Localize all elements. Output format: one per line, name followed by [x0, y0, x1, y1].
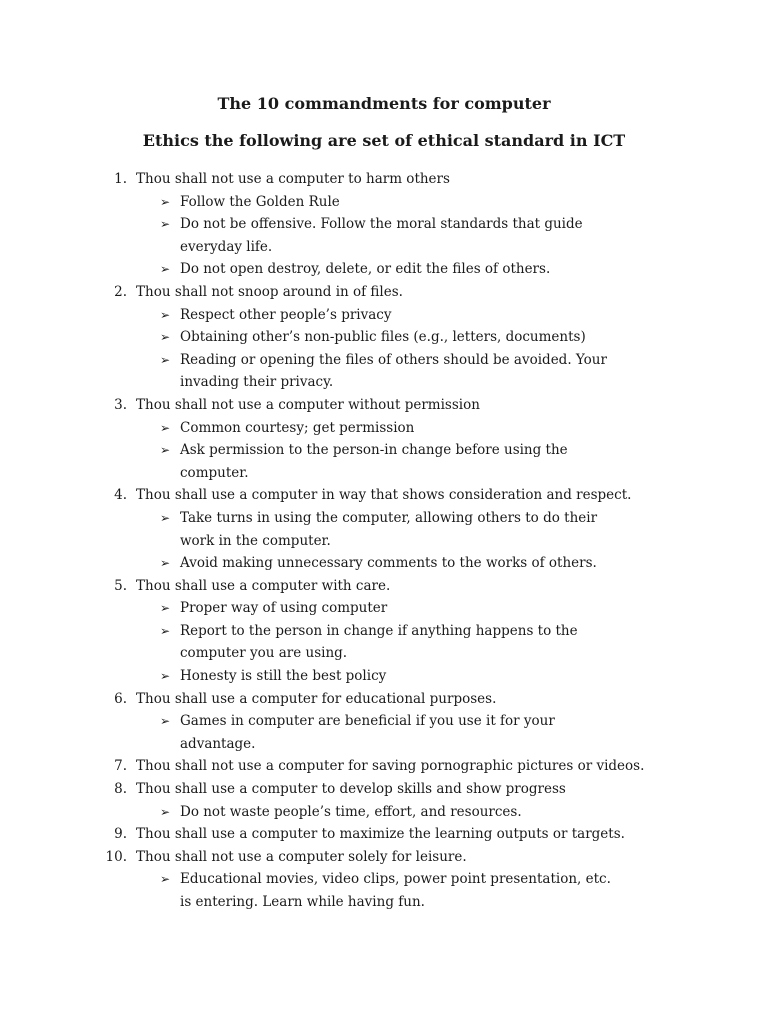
commandment-text: Thou shall not use a computer to harm others [136, 171, 450, 187]
commandment-text: Thou shall not use a computer solely for leisure. [136, 848, 467, 865]
commandment-item [0, 778, 768, 823]
bullet-text: Take turns in using the computer, allowing others to do their work in the computer. [180, 509, 598, 549]
commandment-text: Thou shall use a computer for educational purposes. [136, 690, 497, 707]
bullet-item [136, 304, 688, 327]
bullet-text: Do not be offensive. Follow the moral standards that guide everyday life. [180, 216, 583, 255]
arrow-bullet-icon: ➢ [160, 307, 171, 322]
arrow-bullet-icon: ➢ [160, 872, 171, 887]
commandment-text: Thou shall not snoop around in of files. [136, 283, 403, 300]
bullet-item [136, 801, 688, 824]
arrow-bullet-icon: ➢ [160, 804, 171, 819]
commandment-number: 6. [114, 690, 127, 707]
arrow-bullet-icon: ➢ [160, 510, 171, 525]
commandment-number: 8. [114, 781, 127, 798]
commandment-number: 7. [114, 758, 127, 775]
bullet-text: Ask permission to the person-in change before using the computer. [180, 442, 568, 481]
commandment-bullets [136, 710, 688, 755]
bullet-item [136, 349, 688, 394]
bullet-text: Do not waste people’s time, effort, and resources. [180, 803, 522, 820]
commandment-bullets [136, 304, 688, 394]
arrow-bullet-icon: ➢ [160, 669, 171, 684]
document-subtitle: Ethics the following are set of ethical standard in ICT [142, 131, 626, 150]
commandment-text: Thou shall use a computer to develop skills and show progress [136, 781, 566, 798]
bullet-item [136, 326, 688, 349]
commandment-number: 9. [114, 826, 127, 843]
arrow-bullet-icon: ➢ [160, 352, 171, 367]
document-title: The 10 commandments for computer [217, 94, 551, 113]
commandment-item [0, 688, 768, 756]
commandment-bullets [136, 507, 688, 575]
arrow-bullet-icon: ➢ [160, 420, 171, 435]
arrow-bullet-icon: ➢ [160, 556, 171, 571]
arrow-bullet-icon: ➢ [160, 194, 171, 209]
commandment-text: Thou shall use a computer with care. [136, 577, 391, 594]
commandment-item [0, 394, 768, 484]
commandment-bullets [136, 801, 688, 824]
commandment-text: Thou shall not use a computer for saving pornographic pictures or videos. [136, 758, 645, 775]
commandments-list [0, 168, 768, 914]
commandment-item [0, 755, 768, 778]
arrow-bullet-icon: ➢ [160, 623, 171, 638]
commandment-text: Thou shall use a computer to maximize the learning outputs or targets. [136, 826, 625, 843]
commandment-bullets [136, 191, 688, 281]
bullet-text: Follow the Golden Rule [180, 193, 340, 210]
arrow-bullet-icon: ➢ [160, 262, 171, 277]
bullet-item [136, 665, 688, 688]
bullet-text: Reading or opening the files of others should be avoided. Your invading their privacy. [180, 351, 607, 391]
arrow-bullet-icon: ➢ [160, 443, 171, 458]
bullet-text: Avoid making unnecessary comments to the works of others. [180, 555, 597, 572]
bullet-text: Educational movies, video clips, power point presentation, etc. is entering. Learn while having fun. [180, 871, 611, 910]
bullet-item [136, 620, 688, 665]
bullet-text: Common courtesy; get permission [180, 419, 415, 436]
commandment-item [0, 823, 768, 846]
commandment-text: Thou shall use a computer in way that shows consideration and respect. [136, 487, 632, 504]
commandment-number: 4. [114, 487, 127, 504]
commandment-number: 2. [114, 283, 127, 300]
commandment-item [0, 484, 768, 574]
commandment-text: Thou shall not use a computer without permission [136, 396, 480, 413]
bullet-item [136, 258, 688, 281]
bullet-item [136, 868, 688, 913]
bullet-item [136, 191, 688, 214]
bullet-item [136, 507, 688, 552]
arrow-bullet-icon: ➢ [160, 714, 171, 729]
bullet-text: Respect other people’s privacy [180, 306, 392, 323]
commandment-number: 5. [114, 577, 127, 594]
commandment-bullets [136, 597, 688, 687]
commandment-number: 10. [105, 848, 127, 865]
commandment-item [0, 168, 768, 281]
bullet-text: Do not open destroy, delete, or edit the files of others. [180, 261, 551, 278]
bullet-item [136, 213, 688, 258]
bullet-item [136, 597, 688, 620]
bullet-text: Obtaining other’s non-public files (e.g., letters, documents) [180, 329, 586, 346]
bullet-text: Report to the person in change if anything happens to the computer you are using. [180, 622, 578, 662]
bullet-text: Proper way of using computer [180, 600, 388, 617]
bullet-item [136, 439, 688, 484]
commandment-item [0, 575, 768, 688]
bullet-text: Games in computer are beneficial if you use it for your advantage. [180, 713, 555, 752]
arrow-bullet-icon: ➢ [160, 601, 171, 616]
commandment-bullets [136, 868, 688, 913]
bullet-item [136, 710, 688, 755]
commandment-item [0, 281, 768, 394]
bullet-item [136, 552, 688, 575]
commandment-item [0, 846, 768, 914]
bullet-text: Honesty is still the best policy [180, 668, 387, 685]
commandment-number: 3. [114, 396, 127, 413]
arrow-bullet-icon: ➢ [160, 330, 171, 345]
bullet-item [136, 417, 688, 440]
arrow-bullet-icon: ➢ [160, 217, 171, 232]
commandment-number: 1. [114, 171, 127, 187]
commandment-bullets [136, 417, 688, 485]
